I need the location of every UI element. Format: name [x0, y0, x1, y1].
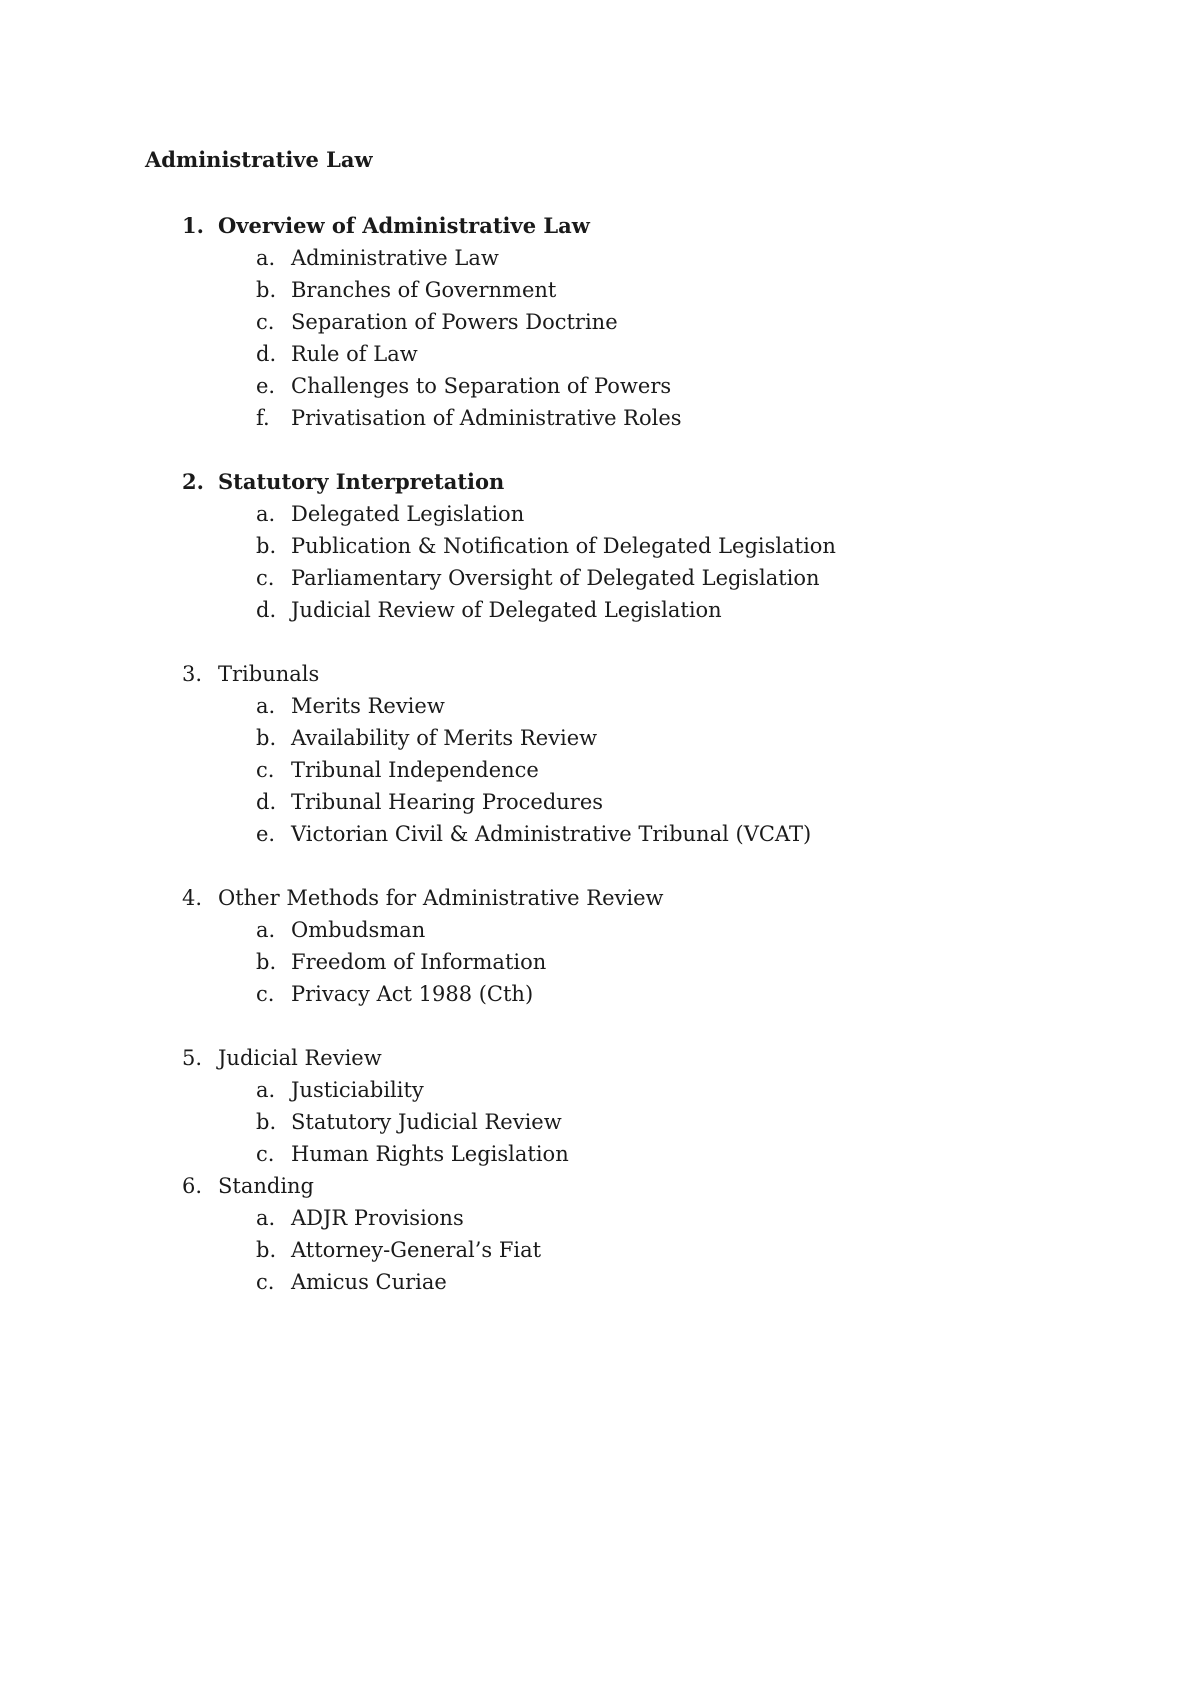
subtopic-label: Privatisation of Administrative Roles — [291, 406, 682, 430]
subtopic-item — [0, 786, 1200, 818]
subtopic-label: Justiciability — [291, 1078, 424, 1102]
subtopic-item — [0, 722, 1200, 754]
section-heading — [0, 466, 1200, 498]
subtopic-list — [0, 498, 1200, 626]
section-number: 1. — [182, 213, 204, 238]
subtopic-letter: d. — [256, 598, 277, 622]
subtopic-label: Availability of Merits Review — [291, 726, 598, 750]
section-title: Other Methods for Administrative Review — [218, 886, 664, 910]
subtopic-item — [0, 562, 1200, 594]
subtopic-label: Statutory Judicial Review — [291, 1110, 562, 1134]
subtopic-item — [0, 594, 1200, 626]
subtopic-label: Merits Review — [291, 694, 445, 718]
section-number: 4. — [182, 886, 203, 910]
subtopic-item — [0, 1234, 1200, 1266]
subtopic-item — [0, 402, 1200, 434]
section-judicial-review — [0, 1042, 1200, 1170]
subtopic-item — [0, 946, 1200, 978]
subtopic-letter: c. — [256, 310, 275, 334]
subtopic-label: Parliamentary Oversight of Delegated Legislation — [291, 566, 820, 590]
section-heading — [0, 882, 1200, 914]
subtopic-item — [0, 1138, 1200, 1170]
subtopic-item — [0, 242, 1200, 274]
subtopic-label: Amicus Curiae — [291, 1270, 447, 1294]
subtopic-letter: c. — [256, 1270, 275, 1294]
section-number: 5. — [182, 1046, 203, 1070]
section-heading — [0, 210, 1200, 242]
subtopic-letter: d. — [256, 790, 277, 814]
subtopic-label: Tribunal Hearing Procedures — [291, 790, 604, 814]
section-title: Standing — [218, 1174, 314, 1198]
subtopic-label: Separation of Powers Doctrine — [291, 310, 618, 334]
subtopic-item — [0, 338, 1200, 370]
subtopic-label: Publication & Notification of Delegated Legislation — [291, 534, 836, 558]
subtopic-letter: b. — [256, 1238, 277, 1262]
subtopic-item — [0, 274, 1200, 306]
subtopic-label: Ombudsman — [291, 918, 426, 942]
subtopic-letter: c. — [256, 758, 275, 782]
subtopic-letter: d. — [256, 342, 277, 366]
section-standing — [0, 1170, 1200, 1298]
subtopic-label: Human Rights Legislation — [291, 1142, 569, 1166]
subtopic-label: Challenges to Separation of Powers — [291, 374, 672, 398]
subtopic-letter: c. — [256, 982, 275, 1006]
section-number: 2. — [182, 469, 204, 494]
section-heading — [0, 1170, 1200, 1202]
subtopic-letter: f. — [256, 406, 270, 430]
subtopic-item — [0, 306, 1200, 338]
subtopic-label: Delegated Legislation — [291, 502, 525, 526]
section-statutory-interpretation — [0, 466, 1200, 626]
subtopic-label: Privacy Act 1988 (Cth) — [291, 982, 534, 1006]
subtopic-item — [0, 1202, 1200, 1234]
subtopic-item — [0, 914, 1200, 946]
section-title: Statutory Interpretation — [218, 469, 505, 494]
subtopic-list — [0, 690, 1200, 850]
section-title: Overview of Administrative Law — [218, 213, 590, 238]
subtopic-letter: a. — [256, 1078, 276, 1102]
subtopic-label: Branches of Government — [291, 278, 557, 302]
subtopic-label: Rule of Law — [291, 342, 418, 366]
subtopic-label: Administrative Law — [291, 246, 499, 270]
subtopic-letter: b. — [256, 950, 277, 974]
subtopic-label: ADJR Provisions — [291, 1206, 464, 1230]
section-number: 6. — [182, 1174, 203, 1198]
subtopic-item — [0, 1074, 1200, 1106]
subtopic-letter: a. — [256, 502, 276, 526]
subtopic-letter: b. — [256, 726, 277, 750]
subtopic-list — [0, 242, 1200, 434]
subtopic-label: Freedom of Information — [291, 950, 547, 974]
subtopic-list — [0, 1074, 1200, 1170]
subtopic-letter: a. — [256, 246, 276, 270]
subtopic-item — [0, 1106, 1200, 1138]
subtopic-item — [0, 690, 1200, 722]
subtopic-letter: c. — [256, 1142, 275, 1166]
section-other-methods — [0, 882, 1200, 1010]
section-title: Judicial Review — [218, 1046, 382, 1070]
subtopic-letter: b. — [256, 278, 277, 302]
subtopic-label: Tribunal Independence — [291, 758, 539, 782]
subtopic-letter: b. — [256, 1110, 277, 1134]
subtopic-item — [0, 530, 1200, 562]
subtopic-item — [0, 1266, 1200, 1298]
subtopic-letter: b. — [256, 534, 277, 558]
subtopic-item — [0, 754, 1200, 786]
document-title: Administrative Law — [145, 147, 373, 172]
subtopic-label: Victorian Civil & Administrative Tribunal (VCAT) — [291, 822, 812, 846]
subtopic-letter: e. — [256, 822, 276, 846]
section-number: 3. — [182, 662, 203, 686]
subtopic-letter: e. — [256, 374, 276, 398]
section-heading — [0, 1042, 1200, 1074]
section-heading — [0, 658, 1200, 690]
subtopic-list — [0, 914, 1200, 1010]
subtopic-item — [0, 498, 1200, 530]
subtopic-label: Attorney-General’s Fiat — [291, 1238, 542, 1262]
subtopic-item — [0, 818, 1200, 850]
section-tribunals — [0, 658, 1200, 850]
subtopic-letter: a. — [256, 1206, 276, 1230]
subtopic-list — [0, 1202, 1200, 1298]
subtopic-label: Judicial Review of Delegated Legislation — [291, 598, 722, 622]
section-title: Tribunals — [218, 662, 320, 686]
subtopic-item — [0, 370, 1200, 402]
section-overview — [0, 210, 1200, 434]
subtopic-letter: c. — [256, 566, 275, 590]
subtopic-letter: a. — [256, 694, 276, 718]
subtopic-letter: a. — [256, 918, 276, 942]
subtopic-item — [0, 978, 1200, 1010]
